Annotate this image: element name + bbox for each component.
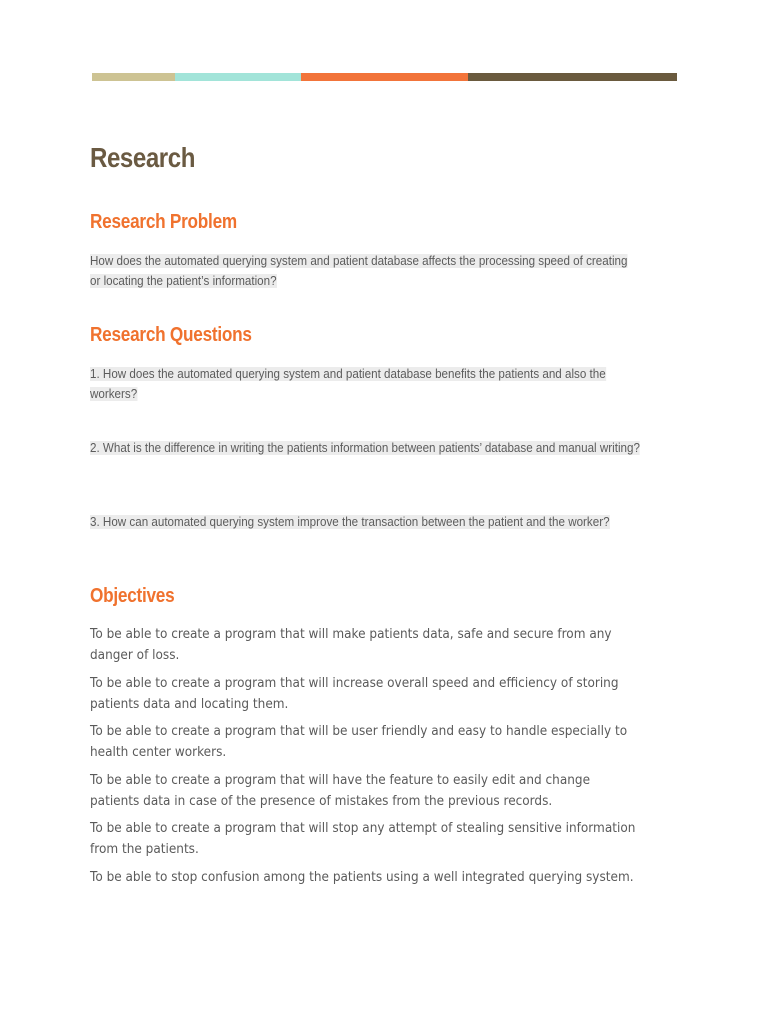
objective-item: To be able to create a program that will make patients data, safe and secure from any danger of loss. [90,627,612,663]
objective-item: To be able to create a program that will have the feature to easily edit and change patients data in case of the presence of mistakes from the previous records. [90,773,591,809]
page-title: Research [90,142,196,173]
color-bar-segment-brown [468,73,677,81]
objective-item: To be able to stop confusion among the patients using a well integrated querying system. [90,870,634,885]
research-problem-text: How does the automated querying system and patient database affects the processing speed of creating or locating the patient’s information? [90,254,628,288]
research-question-item: 1. How does the automated querying system and patient database benefits the patients and also the workers? [90,367,606,401]
objectives-heading: Objectives [90,585,175,607]
research-question-item: 3. How can automated querying system improve the transaction between the patient and the worker? [90,515,610,529]
research-question-item: 2. What is the difference in writing the patients information between patients’ database and manual writing? [90,441,640,455]
color-bar-segment-orange [301,73,468,81]
objective-item: To be able to create a program that will be user friendly and easy to handle especially to health center workers. [90,724,628,760]
objective-item: To be able to create a program that will increase overall speed and efficiency of storing patients data and locating them. [90,676,619,712]
research-questions-heading: Research Questions [90,324,252,346]
decorative-color-bar [92,73,677,81]
color-bar-segment-tan [92,73,175,81]
research-problem-heading: Research Problem [90,211,237,233]
color-bar-segment-mint [175,73,301,81]
objective-item: To be able to create a program that will stop any attempt of stealing sensitive information from the patients. [90,821,636,857]
